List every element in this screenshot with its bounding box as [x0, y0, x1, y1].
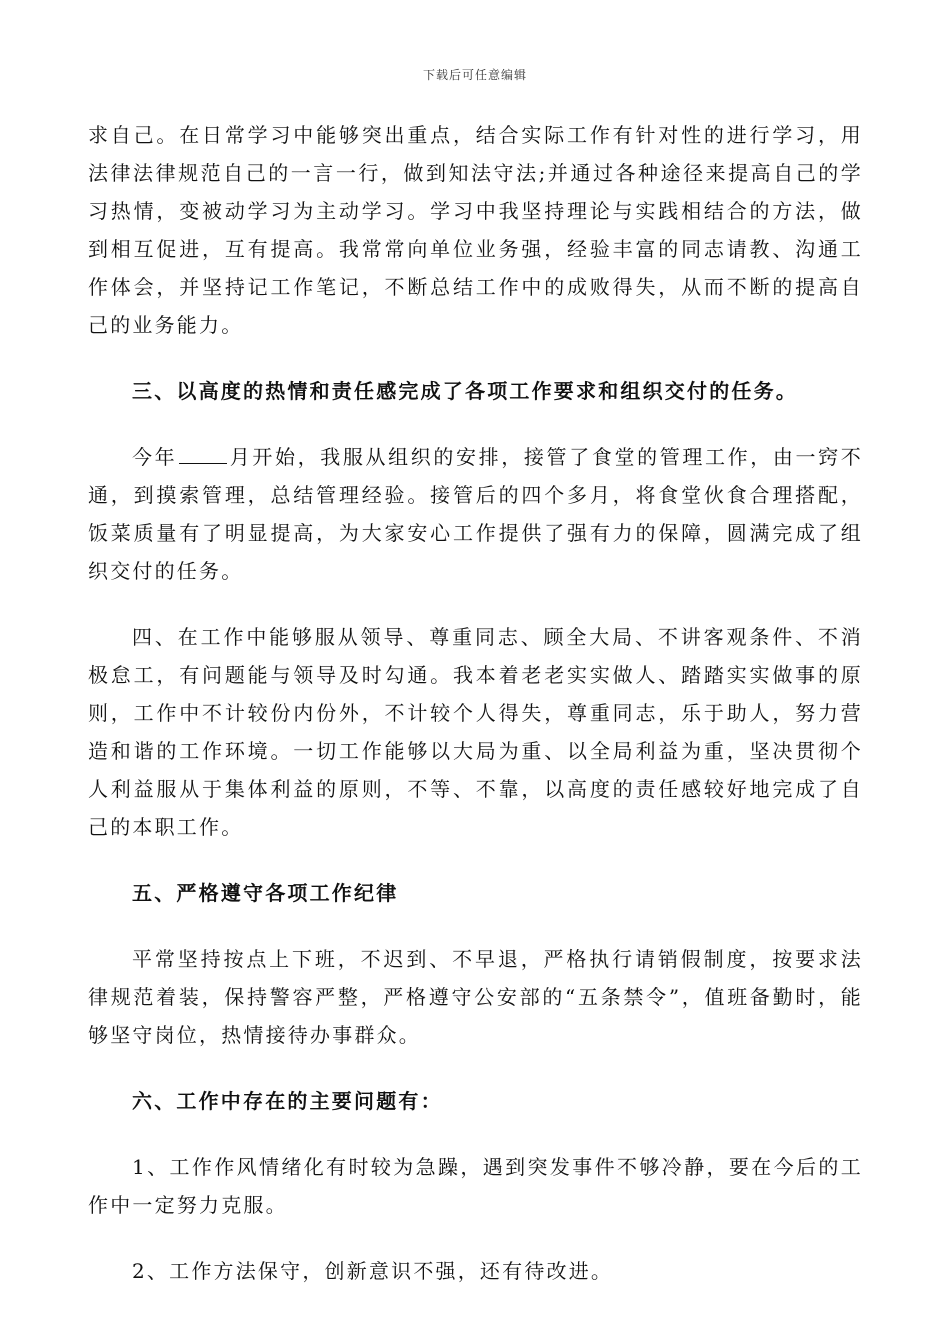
paragraph-canteen: [88, 438, 863, 590]
heading-section-6: 六、工作中存在的主要问题有：: [132, 1089, 443, 1113]
paragraph-problem-2: 2、工作方法保守，创新意识不强，还有待改进。: [132, 1259, 614, 1283]
paragraph-canteen-rest: 月开始，我服从组织的安排，接管了食堂的管理工作，由一窍不通，到摸索管理，总结管理经验。接管后的四个多月，将食堂伙食合理搭配，饭菜质量有了明显提高，为大家安心工作提供了强有力的保障，圆满完成了组织交付的任务。: [88, 445, 863, 583]
heading-section-5: 五、严格遵守各项工作纪律: [132, 881, 399, 905]
paragraph-canteen-start: 今年: [132, 445, 178, 469]
fill-in-blank: [179, 445, 227, 464]
paragraph-section-4: 四、在工作中能够服从领导、尊重同志、顾全大局、不讲客观条件、不消极怠工，有问题能与领导及时勾通。我本着老老实实做人、踏踏实实做事的原则，工作中不计较份内份外，不计较个人得失，尊重同志，乐于助人，努力营造和谐的工作环境。一切工作能够以大局为重、以全局利益为重，坚决贯彻个人利益服从于集体利益的原则，不等、不靠，以高度的责任感较好地完成了自己的本职工作。: [88, 625, 863, 839]
paragraph-problem-1: 1、工作作风情绪化有时较为急躁，遇到突发事件不够冷静，要在今后的工作中一定努力克服。: [88, 1155, 863, 1217]
paragraph-discipline: 平常坚持按点上下班，不迟到、不早退，严格执行请销假制度，按要求法律规范着装，保持警容严整，严格遵守公安部的“五条禁令”，值班备勤时，能够坚守岗位，热情接待办事群众。: [88, 947, 863, 1047]
document-body: [88, 116, 863, 1290]
heading-section-3: 三、以高度的热情和责任感完成了各项工作要求和组织交付的任务。: [132, 379, 798, 403]
page-header: 下载后可任意编辑: [422, 68, 527, 82]
paragraph-study: 求自己。在日常学习中能够突出重点，结合实际工作有针对性的进行学习，用法律法律规范自己的一言一行，做到知法守法;并通过各种途径来提高自己的学习热情，变被动学习为主动学习。学习中我坚持理论与实践相结合的方法，做到相互促进，互有提高。我常常向单位业务强，经验丰富的同志请教、沟通工作体会，并坚持记工作笔记，不断总结工作中的成败得失，从而不断的提高自己的业务能力。: [88, 123, 863, 337]
